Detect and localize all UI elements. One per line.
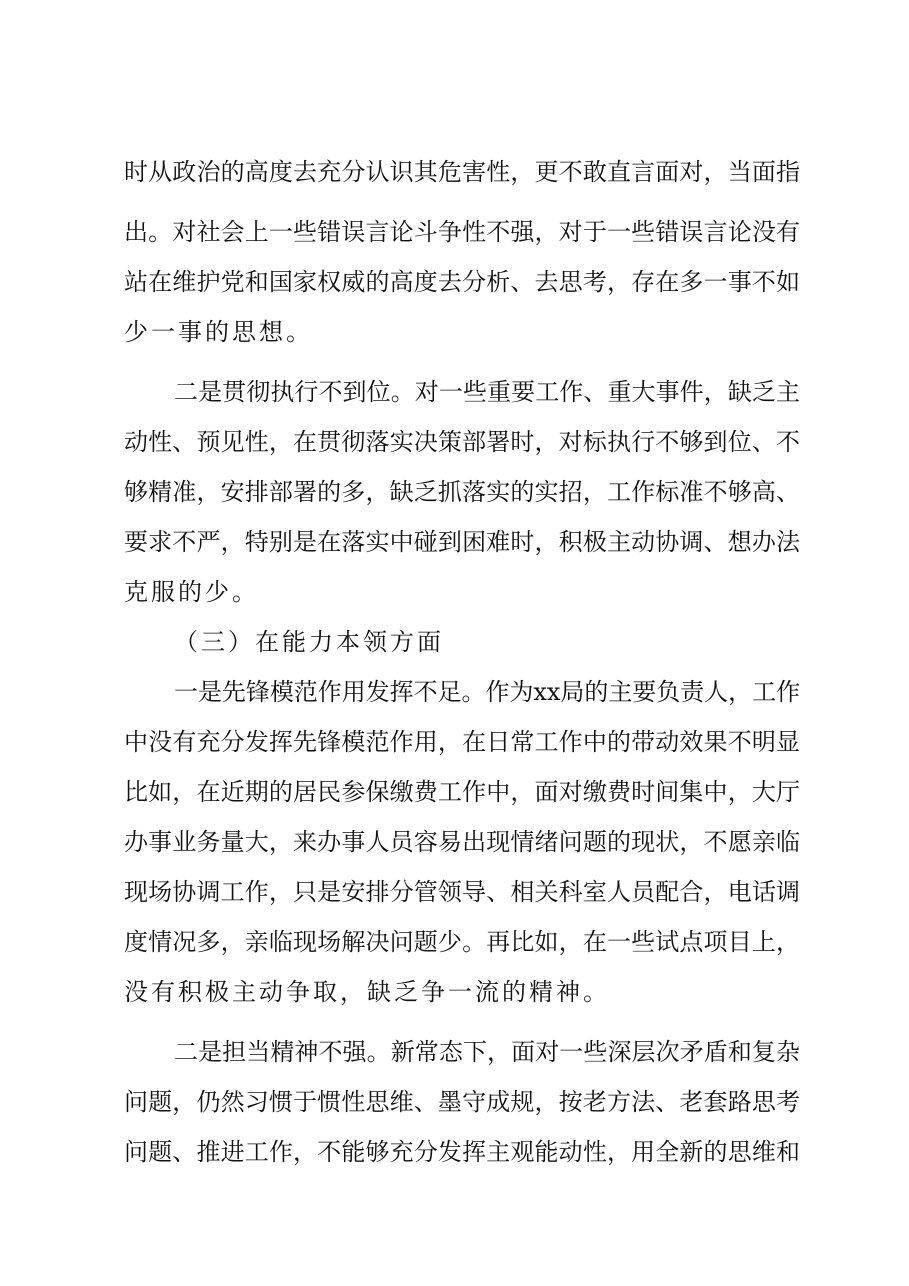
text-line: 克服的少。	[124, 578, 259, 606]
text-line: 出。对社会上一些错误言论斗争性不强，对于一些错误言论没有	[124, 218, 801, 246]
paragraph-first-line: 二是贯彻执行不到位。对一些重要工作、重大事件，缺乏主	[174, 378, 801, 406]
text-line: 度情况多，亲临现场解决问题少。再比如，在一些试点项目上，	[124, 928, 801, 956]
text-line: 问题，仍然习惯于惯性思维、墨守成规，按老方法、老套路思考	[124, 1088, 801, 1116]
text-line: 办事业务量大，来办事人员容易出现情绪问题的现状，不愿亲临	[124, 828, 801, 856]
text-line: 时从政治的高度去充分认识其危害性，更不敢直言面对，当面指	[124, 158, 801, 186]
text-line: 少一事的思想。	[124, 318, 313, 346]
text-line: 现场协调工作，只是安排分管领导、相关科室人员配合，电话调	[124, 878, 801, 906]
section-heading: （三）在能力本领方面	[174, 628, 444, 656]
text-line: 要求不严，特别是在落实中碰到困难时，积极主动协调、想办法	[124, 528, 801, 556]
paragraph-first-line: 一是先锋模范作用发挥不足。作为xx局的主要负责人，工作	[174, 678, 801, 706]
text-line: 动性、预见性，在贯彻落实决策部署时，对标执行不够到位、不	[124, 428, 801, 456]
text-line: 问题、推进工作，不能够充分发挥主观能动性，用全新的思维和	[124, 1138, 801, 1166]
text-line: 够精准，安排部署的多，缺乏抓落实的实招，工作标准不够高、	[124, 478, 801, 506]
text-line: 没有积极主动争取，缺乏争一流的精神。	[124, 978, 610, 1006]
text-line: 中没有充分发挥先锋模范作用，在日常工作中的带动效果不明显	[124, 728, 801, 756]
text-line: 比如，在近期的居民参保缴费工作中，面对缴费时间集中，大厅	[124, 778, 801, 806]
paragraph-first-line: 二是担当精神不强。新常态下，面对一些深层次矛盾和复杂	[174, 1038, 801, 1066]
text-line: 站在维护党和国家权威的高度去分析、去思考，存在多一事不如	[124, 268, 801, 296]
